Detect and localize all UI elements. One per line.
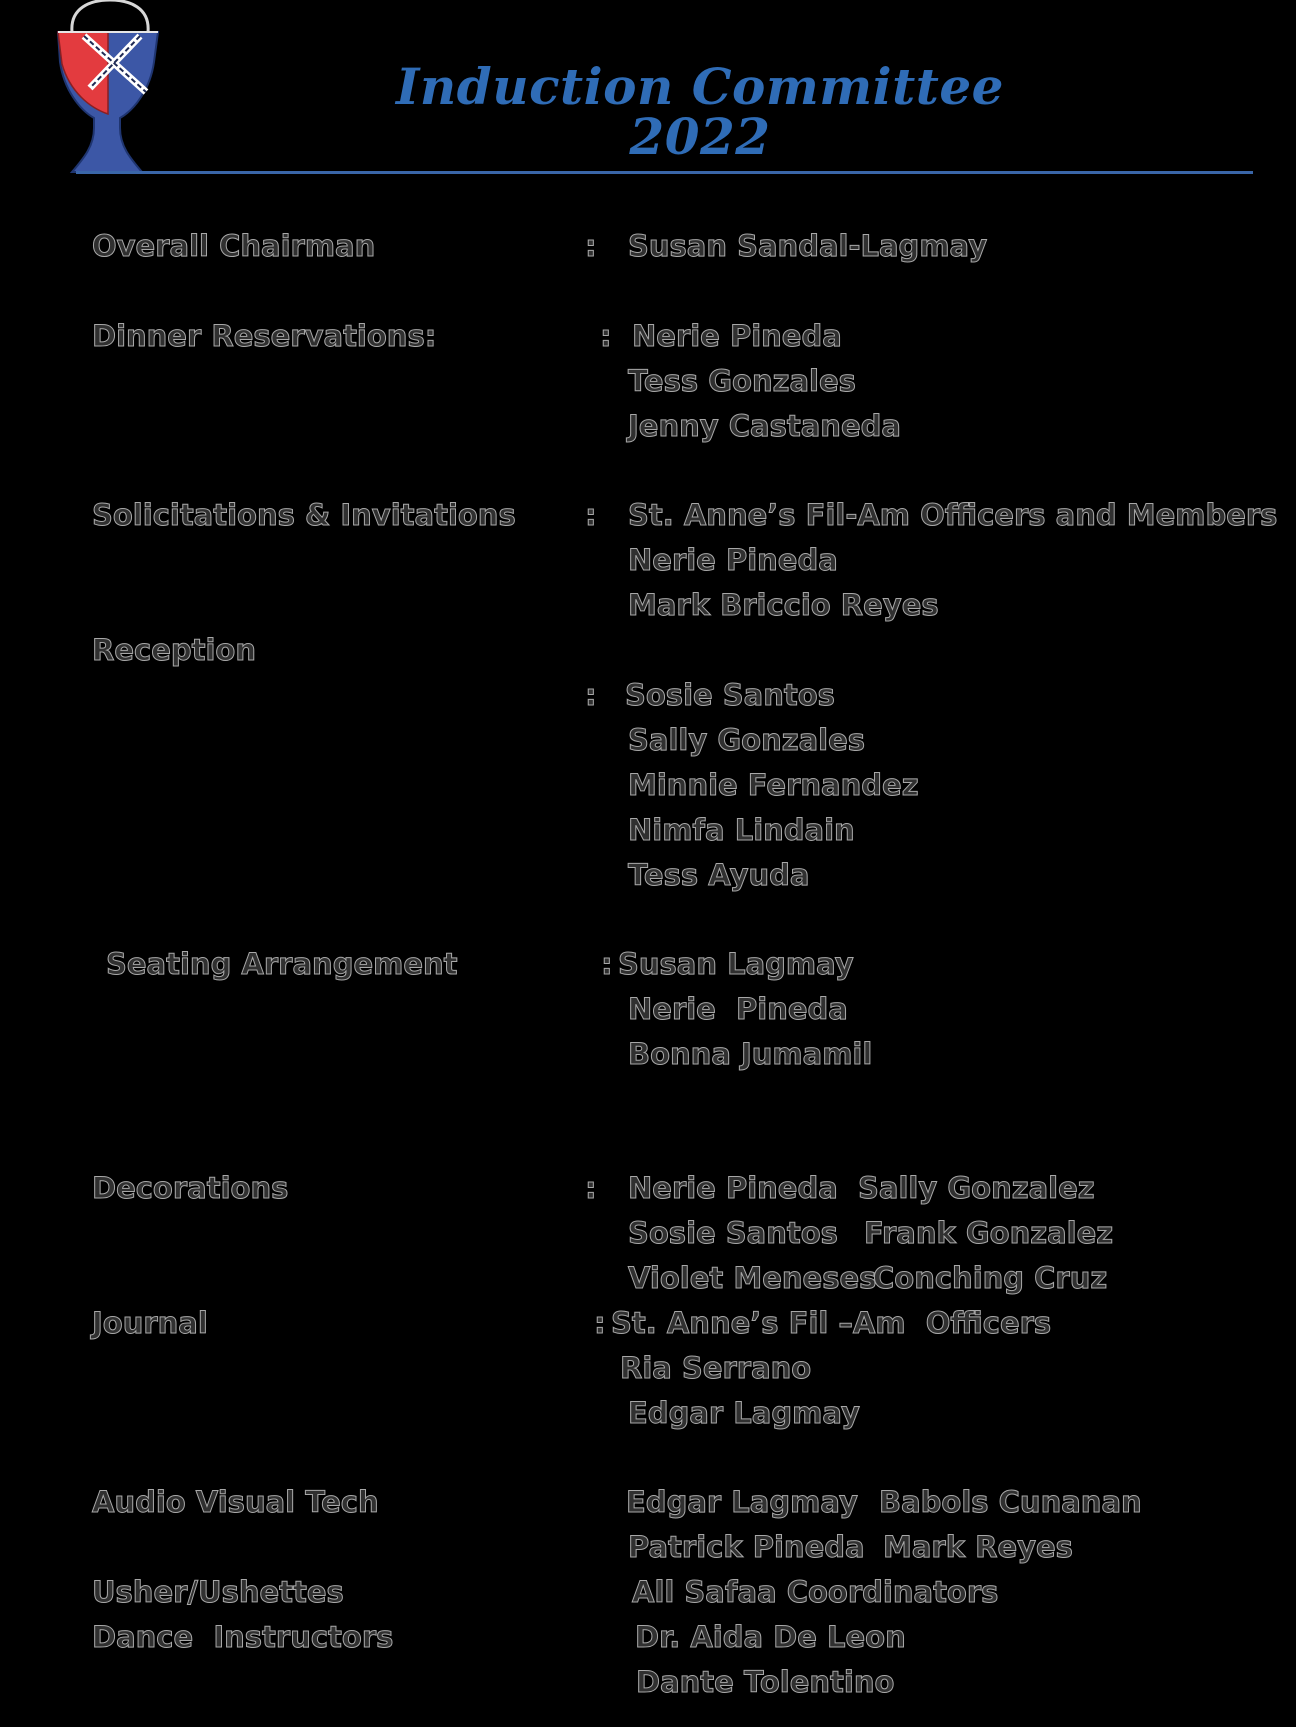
committee-label-reception: Reception xyxy=(92,633,256,667)
committee-member: Tess Gonzales xyxy=(628,364,856,398)
committee-colon: : xyxy=(585,1171,597,1205)
committee-member: Edgar Lagmay xyxy=(628,1396,860,1430)
committee-member: Dr. Aida De Leon xyxy=(635,1620,906,1654)
header-divider xyxy=(76,171,1253,174)
committee-member: Frank Gonzalez xyxy=(864,1216,1114,1250)
committee-label-journal: Journal xyxy=(92,1306,208,1340)
committee-member: Minnie Fernandez xyxy=(628,768,919,802)
committee-member: Nerie Pineda xyxy=(628,992,848,1026)
committee-colon: : xyxy=(600,319,612,353)
committee-member: Sosie Santos xyxy=(625,678,835,712)
committee-label-audio-visual-tech: Audio Visual Tech xyxy=(92,1485,379,1519)
committee-member: Nerie Pineda xyxy=(628,1171,838,1205)
committee-member: Mark Reyes xyxy=(883,1530,1073,1564)
committee-colon: : xyxy=(594,1306,606,1340)
committee-member: Jenny Castaneda xyxy=(628,409,901,443)
committee-member: Conching Cruz xyxy=(873,1261,1108,1295)
committee-member: Bonna Jumamil xyxy=(628,1037,873,1071)
committee-colon: : xyxy=(601,947,613,981)
committee-member: Edgar Lagmay xyxy=(626,1485,858,1519)
committee-member: Dante Tolentino xyxy=(636,1665,895,1699)
committee-member: Sally Gonzales xyxy=(628,723,866,757)
committee-member: St. Anne’s Fil –Am Officers xyxy=(611,1306,1052,1340)
committee-colon: : xyxy=(585,498,597,532)
committee-label-dance-instructors: Dance Instructors xyxy=(92,1620,394,1654)
committee-label-usher-ushettes: Usher/Ushettes xyxy=(92,1575,344,1609)
page-title: Induction Committee 2022 xyxy=(396,57,1004,166)
committee-colon: : xyxy=(585,678,597,712)
committee-member: All Safaa Coordinators xyxy=(632,1575,999,1609)
committee-member: Tess Ayuda xyxy=(628,858,810,892)
chalice-logo xyxy=(50,0,170,180)
committee-label-solicitations: Solicitations & Invitations xyxy=(92,498,516,532)
committee-colon: : xyxy=(585,229,597,263)
committee-member: Susan Lagmay xyxy=(618,947,854,981)
committee-member: Sally Gonzalez xyxy=(858,1171,1095,1205)
committee-member: Babols Cunanan xyxy=(879,1485,1142,1519)
committee-member: Ria Serrano xyxy=(620,1351,812,1385)
committee-member: St. Anne’s Fil-Am Officers and Members xyxy=(628,498,1278,532)
committee-member: Nerie Pineda xyxy=(632,319,842,353)
committee-label-dinner-reservations: Dinner Reservations: xyxy=(92,319,437,353)
committee-label-overall-chairman: Overall Chairman xyxy=(92,229,376,263)
committee-label-decorations: Decorations xyxy=(92,1171,289,1205)
committee-member: Nimfa Lindain xyxy=(628,813,855,847)
committee-member: Mark Briccio Reyes xyxy=(628,588,939,622)
chalice-handle-icon xyxy=(72,0,148,32)
committee-member: Susan Sandal-Lagmay xyxy=(628,229,988,263)
committee-label-seating-arrangement: Seating Arrangement xyxy=(106,947,458,981)
committee-member: Nerie Pineda xyxy=(628,543,838,577)
committee-member: Violet Meneses xyxy=(628,1261,877,1295)
committee-member: Patrick Pineda xyxy=(628,1530,865,1564)
committee-member: Sosie Santos xyxy=(628,1216,838,1250)
